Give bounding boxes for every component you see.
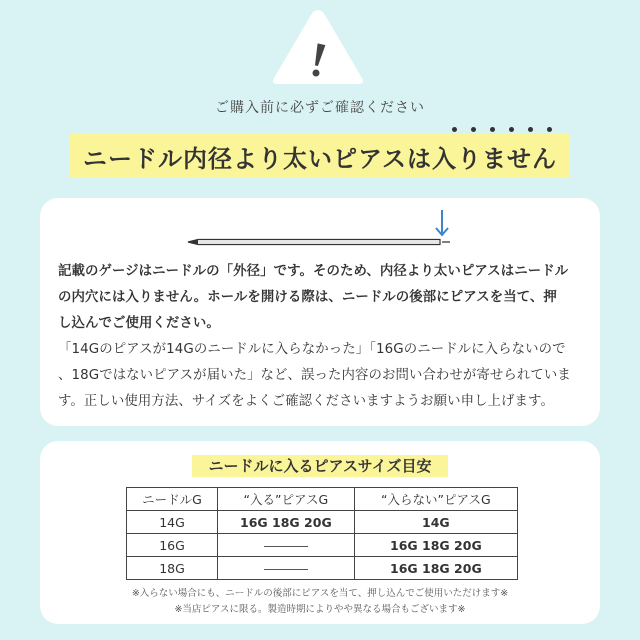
column-header-fits: “入る”ピアスG — [218, 488, 355, 511]
fits-cell-empty — [218, 557, 355, 580]
description-line: 、18Gではないピアスが届いた」など、誤った内容のお問い合わせが寄せられていま — [58, 368, 571, 383]
description-line: 記載のゲージはニードルの「外径」です。そのため、内径より太いピアスはニードル — [58, 264, 569, 279]
dash-line — [264, 546, 308, 547]
needle-illustration — [186, 204, 450, 254]
page-subtitle: ご購入前に必ずご確認ください — [215, 100, 425, 116]
fits-cell-empty — [218, 534, 355, 557]
table-header-row — [127, 488, 518, 511]
table-row — [127, 511, 518, 534]
warning-triangle-icon — [270, 6, 366, 88]
fits-cell: 16G 18G 20G — [218, 511, 355, 534]
needle-gauge-cell: 14G — [127, 511, 218, 534]
table-row — [127, 557, 518, 580]
no-fit-cell: 14G — [354, 511, 517, 534]
size-guide-card — [40, 441, 600, 624]
no-fit-cell: 16G 18G 20G — [354, 534, 517, 557]
footnote: ※入らない場合にも、ニードルの後部にピアスを当て、押し込んでご使用いただけます※ — [131, 588, 509, 599]
arrow-down-icon — [436, 210, 448, 235]
description-line: の内穴には入りません。ホールを開ける際は、ニードルの後部にピアスを当て、押 — [58, 290, 557, 305]
dash-line — [264, 569, 308, 570]
explanation-card — [40, 198, 600, 426]
size-guide-title: ニードルに入るピアスサイズ目安 — [192, 455, 448, 477]
column-header-no-fit: “入らない”ピアスG — [354, 488, 517, 511]
needle-gauge-cell: 16G — [127, 534, 218, 557]
table-row — [127, 534, 518, 557]
description-line: 「14Gのピアスが14Gのニードルに入らなかった」「16Gのニードルに入らないので — [58, 342, 566, 357]
column-header-needle: ニードルG — [127, 488, 218, 511]
size-guide-table — [126, 487, 518, 580]
emphasis-dots — [452, 127, 552, 132]
no-fit-cell: 16G 18G 20G — [354, 557, 517, 580]
description-line: し込んでご使用ください。 — [58, 316, 220, 331]
description-line: す。正しい使用方法、サイズをよくご確認くださいますようお願い申し上げます。 — [58, 394, 554, 409]
description-text — [58, 259, 588, 415]
needle-gauge-cell: 18G — [127, 557, 218, 580]
headline: ニードル内径より太いピアスは入りません — [70, 134, 570, 178]
footnote: ※当店ピアスに限る。製造時期によりやや異なる場合もございます※ — [174, 604, 466, 615]
